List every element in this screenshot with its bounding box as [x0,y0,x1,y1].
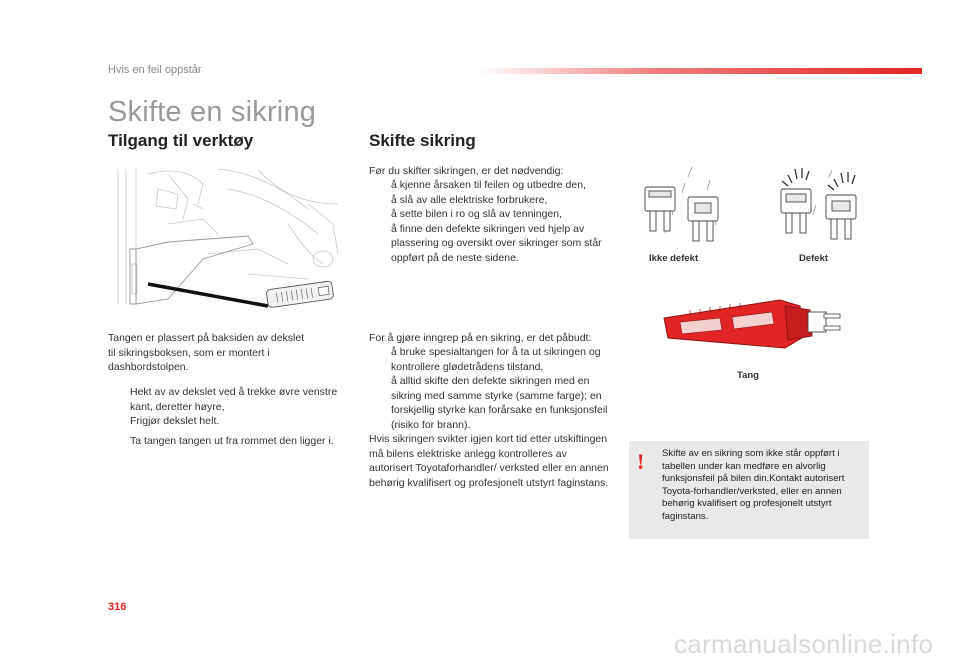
list-item [369,193,609,208]
page-title: Skifte en sikring [108,96,317,128]
warning-box [629,441,869,539]
step-text: Frigjør dekslet helt. [130,415,220,427]
label-defect: Defekt [799,253,829,264]
step-text: Ta tangen tangen ut fra rommet den ligger i. [130,435,334,447]
warning-icon: ! [637,449,645,474]
list-item [108,385,343,414]
fuse-defect-illustration [768,165,868,250]
list-item [369,222,609,266]
requirements-list [369,178,609,265]
list-item [108,414,343,429]
obligation-text: å alltid skifte den defekte sikringen med en sikring med samme styrke (samme farge); en forskjellig styrke kan forårsake en funksjonsfeil (risiko for brann). [391,375,608,431]
left-extra-list [108,434,358,449]
label-not-defect: Ikke defekt [649,253,699,264]
left-heading: Tilgang til verktøy [108,131,254,150]
left-steps-list [108,385,343,429]
middle-intro: Før du skifter sikringen, er det nødvendig: [369,165,564,177]
fuse-ok-illustration [630,165,730,250]
list-item [369,345,614,374]
left-intro: Tangen er plassert på baksiden av dekslet til sikringsboksen, som er montert i dashbordstolpen. [108,332,305,373]
middle-closing: Hvis sikringen svikter igjen kort tid etter utskiftingen må bilens elektriske anlegg kontrolleres av autorisert Toyotaforhandler/ verksted eller en annen behørig kvalifisert og profesjonelt utstyrt faginstans. [369,433,609,489]
middle-heading: Skifte sikring [369,131,476,150]
obligation-text: å bruke spesialtangen for å ta ut sikringen og kontrollere glødetrådens tilstand, [391,346,601,373]
list-item [369,207,609,222]
requirement-text: å sette bilen i ro og slå av tenningen, [391,208,563,220]
requirement-text: å finne den defekte sikringen ved hjelp av plassering og oversikt over sikringer som står oppført på de neste sidene. [391,222,602,264]
watermark: carmanualsonline.info [674,629,934,659]
section-label: Hvis en feil oppstår [108,64,202,76]
middle-intro2: For å gjøre inngrep på en sikring, er det påbudt: [369,332,592,344]
warning-text: Skifte av en sikring som ikke står oppført i tabellen under kan medføre en alvorlig funksjonsfeil på bilen din.Kontakt autorisert Toyota-forhandler/verksted, eller en annen behørig kvalifisert og profesjonelt utstyrt faginstans. [662,448,845,522]
label-tool: Tang [737,370,759,381]
fuse-puller-tool-illustration [660,290,845,365]
list-item [369,178,609,193]
dashboard-illustration [108,164,348,314]
obligations-list [369,345,614,432]
page-number: 316 [108,601,127,613]
step-text: Hekt av av dekslet ved å trekke øvre venstre kant, deretter høyre, [130,386,338,413]
header-accent-bar [478,68,922,74]
requirement-text: å slå av alle elektriske forbrukere, [391,193,548,206]
requirement-text: å kjenne årsaken til feilen og utbedre den, [391,179,586,191]
list-item [369,374,614,432]
list-item [108,434,358,449]
